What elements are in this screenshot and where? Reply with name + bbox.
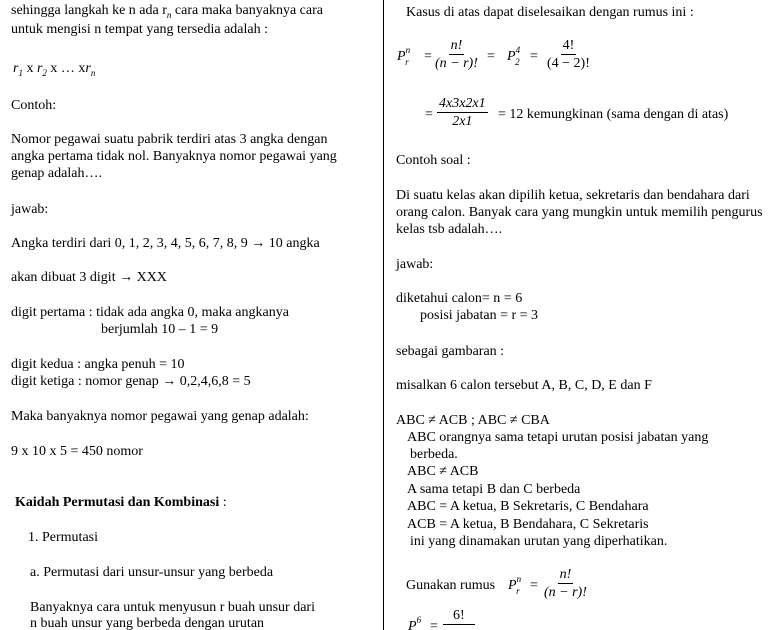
sub-n: n xyxy=(90,67,96,78)
jawab-label-right: jawab: xyxy=(396,257,434,272)
result-12-text: = 12 kemungkinan (sama dengan di atas) xyxy=(498,107,729,122)
fraction-4-over-4-2 xyxy=(545,38,592,72)
left-column xyxy=(0,0,380,630)
subscript-n: n xyxy=(166,9,172,20)
equals-2: = xyxy=(487,49,495,64)
para-line-2: n buah unsur yang berbeda dengan urutan xyxy=(30,616,265,630)
contoh-soal-label: Contoh soal : xyxy=(396,153,471,168)
misalkan-line: misalkan 6 calon tersebut A, B, C, D, E dan F xyxy=(396,378,652,393)
sup-n: n xyxy=(405,45,411,55)
expl-line-7: ini yang dinamakan urutan yang diperhatikan. xyxy=(410,534,668,549)
sub-2: 2 xyxy=(515,57,520,67)
equals-4: = xyxy=(425,107,433,122)
ellipsis: … xyxy=(60,61,75,76)
times-3: x xyxy=(78,61,86,76)
contoh-label: Contoh: xyxy=(11,98,57,113)
denominator: (n − r)! xyxy=(544,585,587,600)
sup-6: 6 xyxy=(416,615,422,625)
numerator: n! xyxy=(559,567,572,582)
intro-line-2: untuk mengisi n tempat yang tersedia adalah : xyxy=(11,22,268,37)
third-digit-line: digit ketiga : nomor genap → 0,2,4,6,8 = 5 xyxy=(11,374,251,389)
equals-1: = xyxy=(424,49,432,64)
permutation-symbol-6 xyxy=(408,615,422,630)
fraction-6-factorial xyxy=(443,608,475,625)
intro-tail: cara maka banyaknya cara xyxy=(171,3,323,18)
section-heading xyxy=(15,494,227,511)
r-symbol: r xyxy=(85,61,91,76)
soal-line-3: kelas tsb adalah…. xyxy=(396,222,503,237)
column-divider xyxy=(383,0,384,630)
denominator: 2x1 xyxy=(452,114,473,129)
p-letter: P xyxy=(508,578,517,593)
expl-line-5: ABC = A ketua, B Sekretaris, C Bendahara xyxy=(407,499,649,514)
denominator: (4 − 2)! xyxy=(547,56,590,71)
equals-3: = xyxy=(530,49,538,64)
fraction-n-over-n-r xyxy=(433,38,480,72)
first-digit-line-2: berjumlah 10 – 1 = 9 xyxy=(101,322,219,337)
intro-sentence: Kasus di atas dapat diselesaikan dengan rumus ini : xyxy=(406,5,694,20)
sup-n: n xyxy=(516,574,522,584)
permutation-symbol-nr xyxy=(397,45,414,67)
first-digit-line-1: digit pertama : tidak ada angka 0, maka angkanya xyxy=(11,305,289,320)
list-item-a: a. Permutasi dari unsur-unsur yang berbeda xyxy=(30,565,274,580)
expl-line-4: A sama tetapi B dan C berbeda xyxy=(407,482,581,497)
problem-line-1: Nomor pegawai suatu pabrik terdiri atas 3 angka dengan xyxy=(11,132,328,147)
right-column xyxy=(387,0,768,630)
denominator: (n − r)! xyxy=(435,56,478,71)
list-item-permutasi: 1. Permutasi xyxy=(28,530,98,545)
p-letter: P xyxy=(507,49,516,64)
sub-r: r xyxy=(405,57,409,67)
numerator: 4! xyxy=(562,38,575,53)
sup-4: 4 xyxy=(515,45,521,55)
sub-2: 2 xyxy=(42,67,47,78)
heading-text: Kaidah Permutasi dan Kombinasi xyxy=(15,495,220,510)
product-formula xyxy=(13,60,95,82)
r-symbol: r xyxy=(36,61,43,76)
sub-1: 1 xyxy=(18,67,23,78)
expl-line-3: ABC ≠ ACB xyxy=(407,464,479,479)
permutation-symbol-42 xyxy=(507,45,525,67)
numerator: 4x3x2x1 xyxy=(439,96,486,111)
r-symbol: r xyxy=(13,61,19,76)
numerator: 6! xyxy=(443,608,475,625)
fraction-n-over-n-r-2 xyxy=(542,567,589,601)
permutation-symbol-nr-2 xyxy=(508,574,525,596)
soal-line-1: Di suatu kelas akan dipilih ketua, sekretaris dan bendahara dari xyxy=(396,188,750,203)
times-1: x xyxy=(26,61,34,76)
p-letter: P xyxy=(408,619,417,630)
intro-text: sehingga langkah ke n ada r xyxy=(11,3,167,18)
numerator: n! xyxy=(450,38,463,53)
heading-colon: : xyxy=(219,495,227,510)
angka-line: Angka terdiri dari 0, 1, 2, 3, 4, 5, 6, 7, 8, 9 → 10 angka xyxy=(11,236,320,251)
posisi-line: posisi jabatan = r = 3 xyxy=(420,308,539,323)
digit-line: akan dibuat 3 digit → XXX xyxy=(11,270,167,285)
gunakan-rumus-label: Gunakan rumus xyxy=(406,578,496,593)
sub-r: r xyxy=(516,586,520,596)
gambaran-line: sebagai gambaran : xyxy=(396,344,505,359)
fraction-product xyxy=(437,96,488,130)
times-2: x xyxy=(50,61,58,76)
conclusion-line: Maka banyaknya nomor pegawai yang genap adalah: xyxy=(11,409,309,424)
diketahui-line: diketahui calon= n = 6 xyxy=(396,291,523,306)
expl-line-6: ACB = A ketua, B Bendahara, C Sekretaris xyxy=(407,517,649,532)
equals-6: = xyxy=(430,619,438,630)
expl-line-2: berbeda. xyxy=(410,447,458,462)
problem-line-3: genap adalah…. xyxy=(11,166,102,181)
problem-line-2: angka pertama tidak nol. Banyaknya nomor pegawai yang xyxy=(11,149,337,164)
p-letter: P xyxy=(397,49,406,64)
soal-line-2: orang calon. Banyak cara yang mungkin untuk memilih pengurus xyxy=(396,205,763,220)
equals-5: = xyxy=(530,578,538,593)
second-digit-line: digit kedua : angka penuh = 10 xyxy=(11,357,185,372)
expl-line-1: ABC orangnya sama tetapi urutan posisi jabatan yang xyxy=(407,430,709,445)
para-line-1: Banyaknya cara untuk menyusun r buah unsur dari xyxy=(30,600,315,615)
jawab-label: jawab: xyxy=(11,202,49,217)
neq-line: ABC ≠ ACB ; ABC ≠ CBA xyxy=(396,413,550,428)
result-line: 9 x 10 x 5 = 450 nomor xyxy=(11,444,143,459)
